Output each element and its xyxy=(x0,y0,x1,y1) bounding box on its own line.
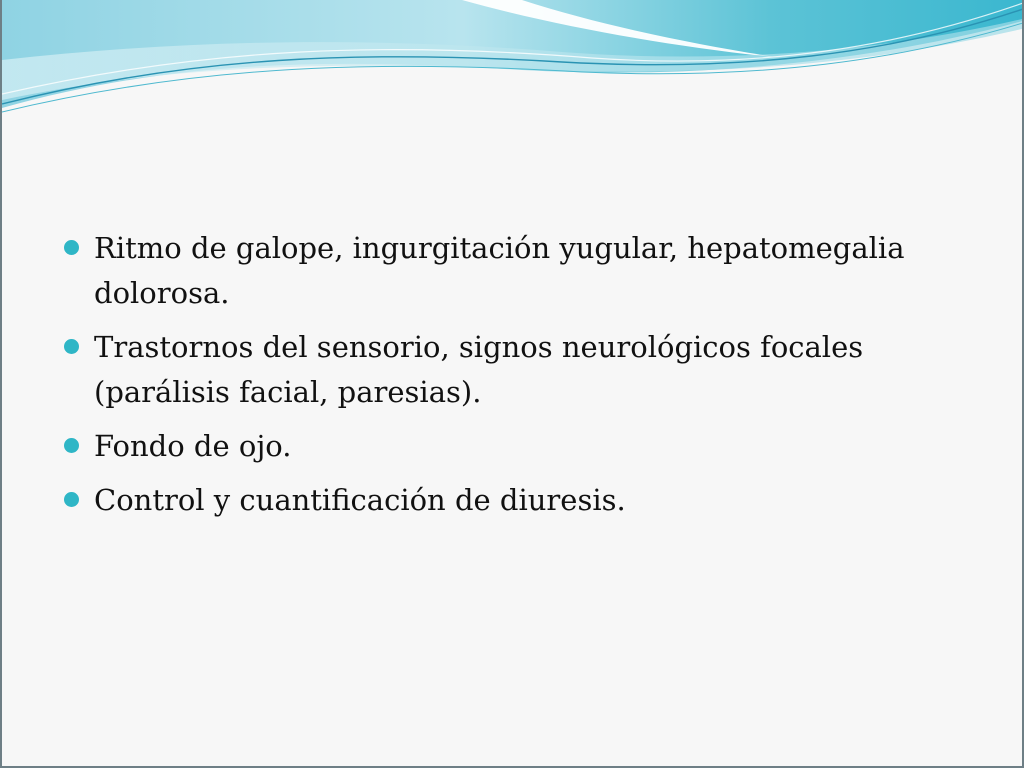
bullet-item xyxy=(64,226,984,316)
bullet-text: Trastornos del sensorio, signos neurológicos focales (parálisis facial, paresias). xyxy=(94,330,864,409)
bullet-dot-icon xyxy=(64,438,79,453)
bullet-item xyxy=(64,424,984,469)
bullet-text: Control y cuantificación de diuresis. xyxy=(94,483,626,517)
bullet-item xyxy=(64,478,984,523)
bullet-list xyxy=(64,226,984,523)
header-wave-decoration xyxy=(2,0,1024,130)
bullet-item xyxy=(64,325,984,415)
bullet-text: Ritmo de galope, ingurgitación yugular, hepatomegalia dolorosa. xyxy=(94,231,905,310)
bullet-dot-icon xyxy=(64,492,79,507)
bullet-dot-icon xyxy=(64,339,79,354)
bullet-dot-icon xyxy=(64,240,79,255)
bullet-text: Fondo de ojo. xyxy=(94,429,292,463)
slide-body xyxy=(64,226,984,532)
